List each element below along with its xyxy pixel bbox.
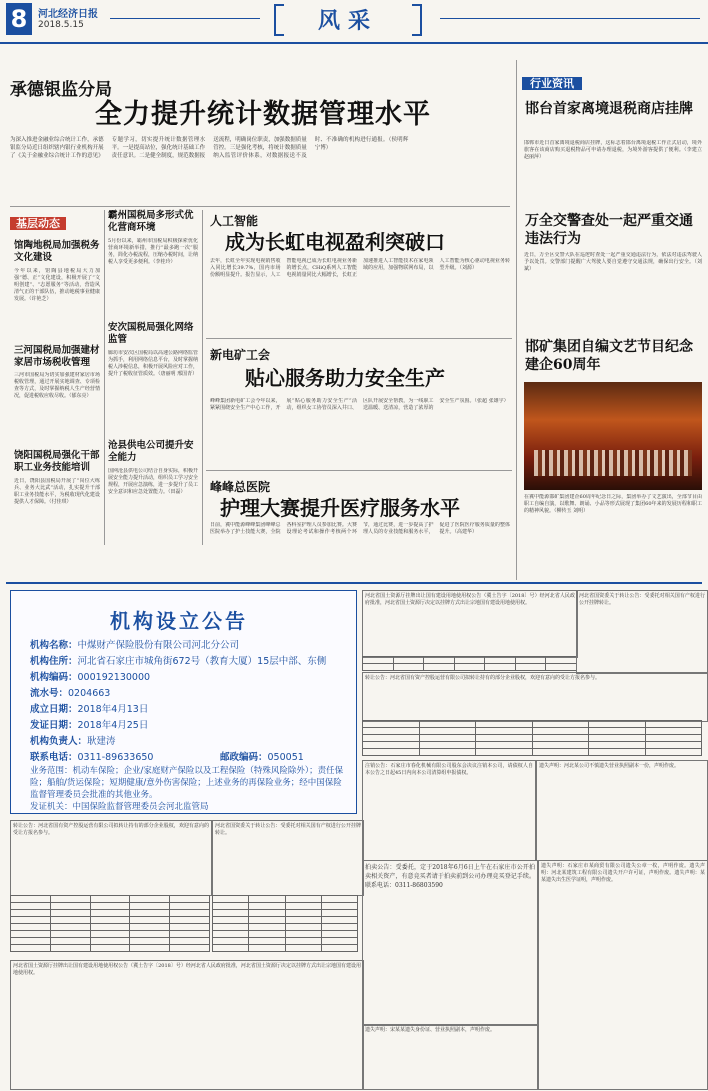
notice-field-8-value: 0311-89633650	[77, 752, 154, 763]
notice-field-9	[220, 749, 304, 763]
ad-land-notice: 河北省国土资源厅挂牌出让国有建设用地使用权公告（冀土告字〔2018〕号）经河北省人民政府批准，河北省国土资源厅决定以挂牌方式出让宗地国有建设用地使用权。	[362, 590, 578, 658]
right-tag-label: 行业资讯	[522, 77, 582, 90]
ad-table-2	[362, 720, 702, 756]
notice-field-3	[30, 669, 150, 683]
ad-auction: 拍卖公告：受委托，定于2018年6月6日上午在石家庄市公开拍卖相关资产，有意竞买者请于拍卖前到公司办理竞买登记手续。联系电话：0311-86803590	[362, 860, 538, 1026]
page-number: 8	[6, 3, 32, 35]
masthead-rule	[0, 42, 708, 44]
lead-divider	[10, 206, 510, 207]
col-divider-2	[202, 210, 203, 545]
col2-item-3-title: 沧县供电公司提升安全能力	[108, 440, 194, 463]
col2-item-3-body: 国网沧县供电公司结合自身实际，积极开展安全能力提升活动，组织员工学习安全规程，开展应急演练，进一步提升了员工安全意识和应急处置能力。（田磊）	[108, 468, 198, 495]
header-rule-left	[110, 18, 260, 19]
right-item-3-body: 在冀中能源邯矿集团建企60周年纪念日之际，集团举办了文艺演出，全部节目由职工自编自演，以歌舞、朗诵、小品等形式展现了集团60年来的发展历程和职工的精神风貌。（柳传玉 刘明）	[524, 494, 702, 514]
notice-field-1-label: 机构名称：	[30, 640, 78, 651]
bracket-right	[412, 4, 422, 36]
col2-item-2-title: 安次国税局强化网络监管	[108, 322, 194, 345]
right-item-3-title: 邯矿集团自编文艺节目纪念建企60周年	[525, 339, 693, 373]
notice-field-5-label: 成立日期：	[30, 704, 78, 715]
notice-field-1-value: 中煤财产保险股份有限公司河北分公司	[77, 640, 240, 651]
hospital-headline: 护理大赛提升医疗服务水平	[220, 496, 460, 520]
notice-field-4	[30, 685, 110, 699]
notice-issuer: 发证机关：中国保险监督管理委员会河北监管局	[30, 802, 209, 812]
lead-body: 为深入推进金融业综合统计工作，承德银监分局近日组织辖内银行业机构开展了《关于金融业综合统计工作的意见》专题学习，切实提升统计数据管理水平。一是提高站位，强化统计基础工作责任意识。二是健全制度，规范数据报送流程，明确岗位职责，加强数据质量管控。三是强化考核，将统计数据质量纳入监管评价体系，对数据报送不及时、不准确的机构进行通报。（侯明辉 宁博）	[10, 137, 409, 159]
section-banner	[268, 0, 428, 40]
ad-lost-list: 遗失声明：石家庄市某商贸有限公司遗失公章一枚，声明作废。遗失声明：河北某建筑工程有限公司遗失开户许可证，声明作废。遗失声明：某某遗失出生医学证明，声明作废。	[538, 860, 708, 1090]
notice-field-2	[30, 653, 350, 667]
notice-field-9-value: 050051	[267, 752, 304, 763]
ad-table-1	[362, 656, 577, 671]
notice-field-3-value: 000192130000	[77, 672, 151, 683]
left-item-3-body: 近日，饶阳县国税局开展了“岗位大练兵、业务大比武”活动，扎实提升干部职工业务技能水平，为税收现代化建设提供人才保障。（付佳琪）	[14, 478, 100, 505]
notice-field-3-label: 机构编码：	[30, 672, 78, 683]
issue-date: 2018.5.15	[38, 20, 84, 30]
col2-item-1-title: 霸州国税局多形式优化营商环境	[108, 210, 194, 233]
ad-transfer-notice: 转让公告：河北省国有资产控股运营有限公司拟转让持有的部分企业股权，欢迎有意向的受让方报名参与。	[362, 672, 708, 722]
left-item-3-title: 饶阳国税局强化干部职工业务技能培训	[14, 450, 100, 473]
notice-field-1	[30, 637, 239, 651]
notice-field-6	[30, 717, 148, 731]
ai-divider	[206, 338, 512, 339]
notice-field-4-label: 流水号：	[30, 688, 69, 699]
paper-name: 河北经济日报	[38, 9, 98, 20]
hospital-body: 日前，冀中能源峰峰集团峰峰总医院举办了护士技能大赛，全院各科室护理人员参加比赛。大赛设理论考试和操作考核两个环节，通过比赛，进一步提高了护理人员的专业技能和服务水平，促进了医院医疗服务质量的整体提升。（高建华）	[210, 522, 510, 535]
right-item-2-body: 近日，万全区交警大队在巡逻时查处一起严重交通违法行为，依法对违法驾驶人予以处罚。交警部门提醒广大驾驶人要自觉遵守交通法规，确保出行安全。（刘斌）	[524, 252, 702, 272]
bottom-section-rule	[6, 582, 702, 584]
col2-item-1-body: 5月份以来，霸州市国税局积极探索优化营商环境新举措，推行“最多跑一次”服务，简化办税流程，压缩办税时间，让纳税人享受更多便利。（李桂玲）	[108, 238, 198, 265]
ad-lower-left-3: 河北省国土资源厅挂牌出让国有建设用地使用权公告（冀土告字〔2018〕号）经河北省人民政府批准，河北省国土资源厅决定以挂牌方式出让宗地国有建设用地使用权。	[10, 960, 364, 1090]
ai-kicker: 人工智能	[210, 214, 259, 228]
lead-headline: 全力提升统计数据管理水平	[95, 99, 431, 130]
ad-lost-1: 遗失声明：河北某公司不慎遗失营业执照副本一份，声明作废。	[536, 760, 708, 861]
ad-right-notice: 河北省国资委关于转让公告：受委托对相关国有产权进行公开挂牌转让。	[576, 590, 708, 674]
right-tag	[522, 72, 582, 93]
col-divider-3	[516, 60, 517, 580]
photo-performers	[534, 450, 692, 476]
notice-business: 业务范围：机动车保险；企业/家庭财产保险以及工程保险（特殊风险除外）；责任保险；船舶/货运保险；短期健康/意外伤害保险；上述业务的再保险业务；经中国保险监督管理委员会批准的其他业务。	[30, 766, 344, 800]
col-divider-1	[104, 210, 105, 545]
section-title: 风采	[317, 8, 378, 34]
ai-body: 去年，长虹全年实现电视销售收入同比增长39.7%，国内市场份额明显提升。报告显示，人工智能电视已成为长虹电视业务新的增长点，CHiQ系列人工智能电视销量同比大幅增长，长虹正加速推进人工智能技术在家电领域的应用，加强物联网布局，以人工智能为核心驱动电视业务转型升级。（刘源）	[210, 258, 510, 278]
notice-field-9-label: 邮政编码：	[220, 752, 268, 763]
ai-headline: 成为长虹电视盈利突破口	[225, 230, 445, 254]
notice-field-4-value: 0204663	[68, 688, 111, 699]
ad-cancellation: 注销公告：石家庄市春化机械有限公司股东会决议注销本公司，请债权人自本公告之日起45日内向本公司清算组申报债权。	[362, 760, 536, 861]
union-divider	[206, 470, 512, 471]
left-item-1-title: 馆陶地税局加强税务文化建设	[14, 240, 100, 263]
performance-photo	[524, 382, 702, 490]
left-tag	[10, 212, 66, 233]
notice-field-8	[30, 749, 153, 763]
left-item-1-body: 今年以来，馆陶县地税局大力加强“德、正”文化建设，积极开展了“文明创建”、“志愿服务”等活动，营造风清气正的干部队伍，推动地税事业健康发展。（许艳芝）	[14, 268, 100, 302]
notice-field-6-value: 2018年4月25日	[77, 720, 149, 731]
notice-field-5-value: 2018年4月13日	[77, 704, 149, 715]
ad-table-3	[10, 895, 210, 952]
notice-field-7	[30, 733, 116, 747]
hospital-kicker: 峰峰总医院	[210, 480, 271, 494]
left-item-2-body: 三河市国税局为切实加强建材家居市场税收管理，通过开展实地调查、专项检查等方式，及时掌握纳税人生产经营情况，促进税收应收尽收。（郁东亮）	[14, 372, 100, 399]
right-item-2-title: 万全交警查处一起严重交通违法行为	[525, 213, 693, 247]
notice-field-5	[30, 701, 148, 715]
left-tag-label: 基层动态	[10, 217, 66, 230]
ad-table-4	[212, 895, 358, 952]
union-headline: 贴心服务助力安全生产	[245, 366, 445, 390]
lead-kicker: 承德银监分局	[10, 80, 112, 100]
col2-item-2-body: 廊坊市安次区国税局以高速公路网络监管为抓手，利用网络信息平台，及时掌握纳税人涉税信息，积极开展风险应对工作，提升了税收征管质效。（唐丽明 邢国青）	[108, 350, 198, 377]
notice-field-6-label: 发证日期：	[30, 720, 78, 731]
notice-title: 机构设立公告	[110, 609, 248, 633]
notice-field-8-label: 联系电话：	[30, 752, 78, 763]
right-item-1-body: 邯郸市近日首家离境退税商店挂牌，这标志着邯台离境退税工作正式启动，境外旅客在该商店购买退税物品可申请办理退税，为境外游客提供了便利。（李建立 赵丽萍）	[524, 140, 702, 160]
left-item-2-title: 三河国税局加强建材家居市场税收管理	[14, 345, 100, 368]
notice-field-2-label: 机构住所：	[30, 656, 78, 667]
ad-lower-left-1: 转让公告：河北省国有资产控股运营有限公司拟转让持有的部分企业股权，欢迎有意向的受让方报名参与。	[10, 820, 212, 896]
ad-lower-left-2: 河北省国资委关于转让公告：受委托对相关国有产权进行公开挂牌转让。	[212, 820, 364, 896]
right-item-1-title: 邯台首家离境退税商店挂牌	[525, 101, 693, 117]
header-rule-right	[440, 18, 700, 19]
union-body: 峰峰集团新电矿工会今年以来，紧紧围绕安全生产中心工作，开展“贴心服务助力安全生产”活动，组织女工协管员深入井口、区队开展安全帮教，为一线职工送温暖、送清凉，营造了浓厚的安全生产氛围。（张超 张雄宇）	[210, 398, 509, 411]
notice-field-7-value: 耿建涛	[87, 736, 116, 747]
notice-field-7-label: 机构负责人：	[30, 736, 88, 747]
union-kicker: 新电矿工会	[210, 348, 271, 362]
ad-lost-2: 遗失声明：宋某某遗失身份证、营业执照副本，声明作废。	[362, 1024, 538, 1090]
notice-field-2-value: 河北省石家庄市城角街672号（教育大厦）15层中部、东侧	[77, 656, 327, 667]
